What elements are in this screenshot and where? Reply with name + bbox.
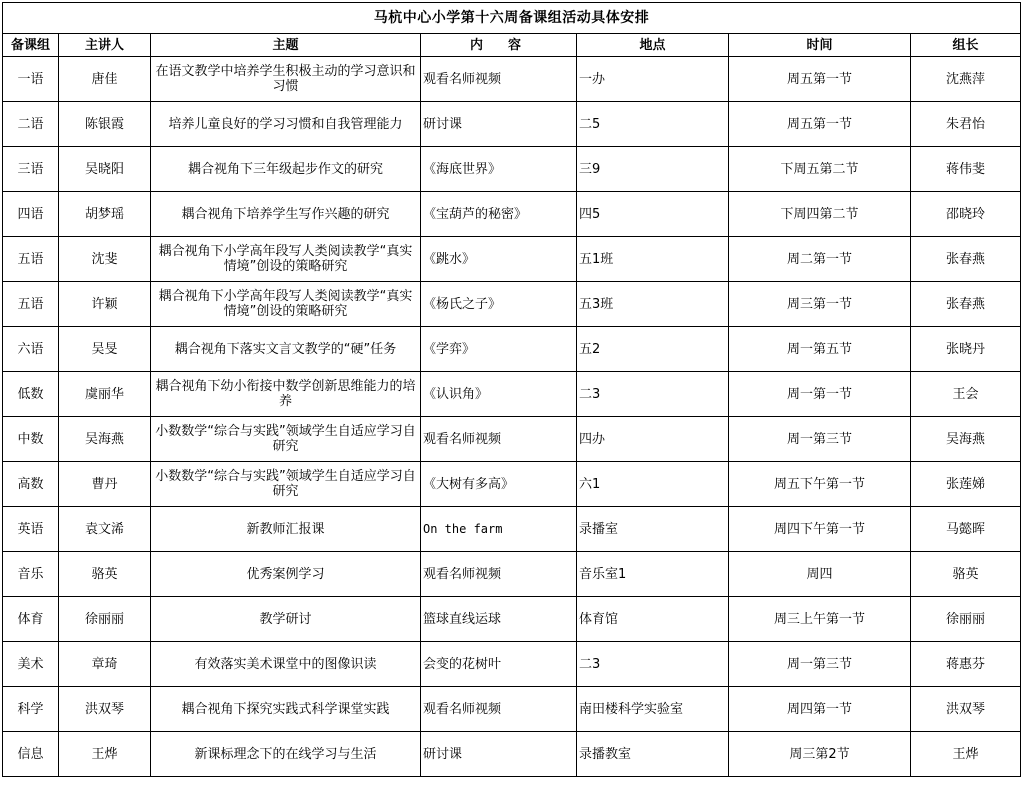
cell-speaker[interactable]: 洪双琴 (59, 687, 151, 732)
schedule-body (3, 57, 1021, 777)
cell-time[interactable]: 下周五第二节 (729, 147, 911, 192)
cell-topic[interactable]: 有效落实美术课堂中的图像识读 (151, 642, 421, 687)
cell-content[interactable]: 《跳水》 (421, 237, 577, 282)
table-row (3, 192, 1021, 237)
cell-speaker[interactable]: 吴晓阳 (59, 147, 151, 192)
cell-topic[interactable]: 耦合视角下探究实践式科学课堂实践 (151, 687, 421, 732)
cell-leader[interactable]: 沈燕萍 (911, 57, 1021, 102)
table-row (3, 642, 1021, 687)
cell-topic[interactable]: 耦合视角下幼小衔接中数学创新思维能力的培养 (151, 372, 421, 417)
cell-time[interactable]: 周四第一节 (729, 687, 911, 732)
cell-content[interactable]: 观看名师视频 (421, 417, 577, 462)
cell-group[interactable]: 科学 (3, 687, 59, 732)
table-row (3, 507, 1021, 552)
cell-speaker[interactable]: 章琦 (59, 642, 151, 687)
cell-group[interactable]: 低数 (3, 372, 59, 417)
table-row (3, 597, 1021, 642)
cell-place[interactable]: 二3 (577, 372, 729, 417)
header-speaker[interactable]: 主讲人 (59, 34, 151, 57)
cell-time[interactable]: 周三第一节 (729, 282, 911, 327)
cell-topic[interactable]: 新教师汇报课 (151, 507, 421, 552)
cell-topic[interactable]: 小数数学“综合与实践”领域学生自适应学习自研究 (151, 462, 421, 507)
cell-speaker[interactable]: 吴旻 (59, 327, 151, 372)
cell-place[interactable]: 体育馆 (577, 597, 729, 642)
cell-time[interactable]: 周五第一节 (729, 102, 911, 147)
cell-time[interactable]: 周二第一节 (729, 237, 911, 282)
cell-time[interactable]: 下周四第二节 (729, 192, 911, 237)
cell-speaker[interactable]: 骆英 (59, 552, 151, 597)
table-row (3, 732, 1021, 777)
cell-content[interactable]: 《杨氏之子》 (421, 282, 577, 327)
cell-group[interactable]: 五语 (3, 237, 59, 282)
cell-content[interactable]: 《海底世界》 (421, 147, 577, 192)
cell-leader[interactable]: 洪双琴 (911, 687, 1021, 732)
cell-place[interactable]: 二3 (577, 642, 729, 687)
cell-leader[interactable]: 张春燕 (911, 282, 1021, 327)
cell-group[interactable]: 音乐 (3, 552, 59, 597)
cell-group[interactable]: 五语 (3, 282, 59, 327)
cell-leader[interactable]: 邵晓玲 (911, 192, 1021, 237)
cell-content[interactable]: On the farm (421, 507, 577, 552)
cell-speaker[interactable]: 徐丽丽 (59, 597, 151, 642)
cell-speaker[interactable]: 许颖 (59, 282, 151, 327)
table-row (3, 327, 1021, 372)
cell-leader[interactable]: 张莲娣 (911, 462, 1021, 507)
cell-place[interactable]: 五1班 (577, 237, 729, 282)
cell-topic[interactable]: 在语文教学中培养学生积极主动的学习意识和习惯 (151, 57, 421, 102)
header-leader[interactable]: 组长 (911, 34, 1021, 57)
cell-group[interactable]: 二语 (3, 102, 59, 147)
cell-speaker[interactable]: 吴海燕 (59, 417, 151, 462)
cell-time[interactable]: 周一第一节 (729, 372, 911, 417)
cell-group[interactable]: 英语 (3, 507, 59, 552)
cell-speaker[interactable]: 唐佳 (59, 57, 151, 102)
cell-time[interactable]: 周三第2节 (729, 732, 911, 777)
cell-group[interactable]: 高数 (3, 462, 59, 507)
cell-content[interactable]: 《学弈》 (421, 327, 577, 372)
cell-topic[interactable]: 新课标理念下的在线学习与生活 (151, 732, 421, 777)
cell-topic[interactable]: 培养儿童良好的学习习惯和自我管理能力 (151, 102, 421, 147)
cell-content[interactable]: 会变的花树叶 (421, 642, 577, 687)
table-row (3, 417, 1021, 462)
cell-speaker[interactable]: 王烨 (59, 732, 151, 777)
cell-topic[interactable]: 教学研讨 (151, 597, 421, 642)
table-row (3, 372, 1021, 417)
table-row (3, 102, 1021, 147)
cell-leader[interactable]: 张春燕 (911, 237, 1021, 282)
cell-content[interactable]: 观看名师视频 (421, 57, 577, 102)
cell-leader[interactable]: 张晓丹 (911, 327, 1021, 372)
cell-place[interactable]: 录播室 (577, 507, 729, 552)
cell-group[interactable]: 体育 (3, 597, 59, 642)
cell-content[interactable]: 《大树有多高》 (421, 462, 577, 507)
table-row (3, 57, 1021, 102)
cell-topic[interactable]: 小数数学“综合与实践”领域学生自适应学习自研究 (151, 417, 421, 462)
header-content[interactable]: 内 容 (421, 34, 577, 57)
cell-content[interactable]: 研讨课 (421, 102, 577, 147)
cell-group[interactable]: 六语 (3, 327, 59, 372)
cell-topic[interactable]: 优秀案例学习 (151, 552, 421, 597)
cell-time[interactable]: 周一第五节 (729, 327, 911, 372)
cell-place[interactable]: 三9 (577, 147, 729, 192)
cell-group[interactable]: 信息 (3, 732, 59, 777)
cell-content[interactable]: 研讨课 (421, 732, 577, 777)
table-row (3, 282, 1021, 327)
schedule-table (2, 2, 1021, 777)
cell-time[interactable]: 周三上午第一节 (729, 597, 911, 642)
cell-group[interactable]: 四语 (3, 192, 59, 237)
cell-place[interactable]: 四办 (577, 417, 729, 462)
cell-place[interactable]: 二5 (577, 102, 729, 147)
cell-content[interactable]: 《认识角》 (421, 372, 577, 417)
cell-leader[interactable]: 蒋惠芬 (911, 642, 1021, 687)
cell-speaker[interactable]: 袁文浠 (59, 507, 151, 552)
table-row (3, 147, 1021, 192)
cell-content[interactable]: 观看名师视频 (421, 552, 577, 597)
cell-time[interactable]: 周五第一节 (729, 57, 911, 102)
cell-leader[interactable]: 马懿晖 (911, 507, 1021, 552)
table-row (3, 237, 1021, 282)
cell-leader[interactable]: 王会 (911, 372, 1021, 417)
cell-time[interactable]: 周五下午第一节 (729, 462, 911, 507)
cell-leader[interactable]: 朱君怡 (911, 102, 1021, 147)
header-time[interactable]: 时间 (729, 34, 911, 57)
cell-speaker[interactable]: 陈银霞 (59, 102, 151, 147)
cell-speaker[interactable]: 胡梦瑶 (59, 192, 151, 237)
schedule-sheet (2, 2, 1020, 777)
cell-leader[interactable]: 徐丽丽 (911, 597, 1021, 642)
cell-leader[interactable]: 吴海燕 (911, 417, 1021, 462)
cell-time[interactable]: 周一第三节 (729, 642, 911, 687)
cell-place[interactable]: 录播教室 (577, 732, 729, 777)
cell-place[interactable]: 五3班 (577, 282, 729, 327)
cell-place[interactable]: 音乐室1 (577, 552, 729, 597)
cell-time[interactable]: 周四 (729, 552, 911, 597)
cell-topic[interactable]: 耦合视角下小学高年段写人类阅读教学“真实情境”创设的策略研究 (151, 282, 421, 327)
cell-topic[interactable]: 耦合视角下小学高年段写人类阅读教学“真实情境”创设的策略研究 (151, 237, 421, 282)
table-row (3, 552, 1021, 597)
cell-topic[interactable]: 耦合视角下落实文言文教学的“硬”任务 (151, 327, 421, 372)
cell-group[interactable]: 美术 (3, 642, 59, 687)
title-row (3, 3, 1021, 34)
cell-topic[interactable]: 耦合视角下三年级起步作文的研究 (151, 147, 421, 192)
cell-place[interactable]: 四5 (577, 192, 729, 237)
cell-content[interactable]: 观看名师视频 (421, 687, 577, 732)
cell-leader[interactable]: 王烨 (911, 732, 1021, 777)
cell-leader[interactable]: 骆英 (911, 552, 1021, 597)
header-topic[interactable]: 主题 (151, 34, 421, 57)
header-row (3, 34, 1021, 57)
table-row (3, 687, 1021, 732)
cell-topic[interactable]: 耦合视角下培养学生写作兴趣的研究 (151, 192, 421, 237)
cell-place[interactable]: 五2 (577, 327, 729, 372)
table-row (3, 462, 1021, 507)
cell-speaker[interactable]: 曹丹 (59, 462, 151, 507)
cell-leader[interactable]: 蒋伟斐 (911, 147, 1021, 192)
sheet-title[interactable]: 马杭中心小学第十六周备课组活动具体安排 (3, 3, 1021, 34)
cell-speaker[interactable]: 沈斐 (59, 237, 151, 282)
header-group[interactable]: 备课组 (3, 34, 59, 57)
cell-group[interactable]: 中数 (3, 417, 59, 462)
cell-group[interactable]: 一语 (3, 57, 59, 102)
header-place[interactable]: 地点 (577, 34, 729, 57)
cell-time[interactable]: 周一第三节 (729, 417, 911, 462)
cell-place[interactable]: 南田楼科学实验室 (577, 687, 729, 732)
cell-content[interactable]: 《宝葫芦的秘密》 (421, 192, 577, 237)
cell-place[interactable]: 六1 (577, 462, 729, 507)
cell-group[interactable]: 三语 (3, 147, 59, 192)
cell-time[interactable]: 周四下午第一节 (729, 507, 911, 552)
cell-speaker[interactable]: 虞丽华 (59, 372, 151, 417)
cell-content[interactable]: 篮球直线运球 (421, 597, 577, 642)
cell-place[interactable]: 一办 (577, 57, 729, 102)
